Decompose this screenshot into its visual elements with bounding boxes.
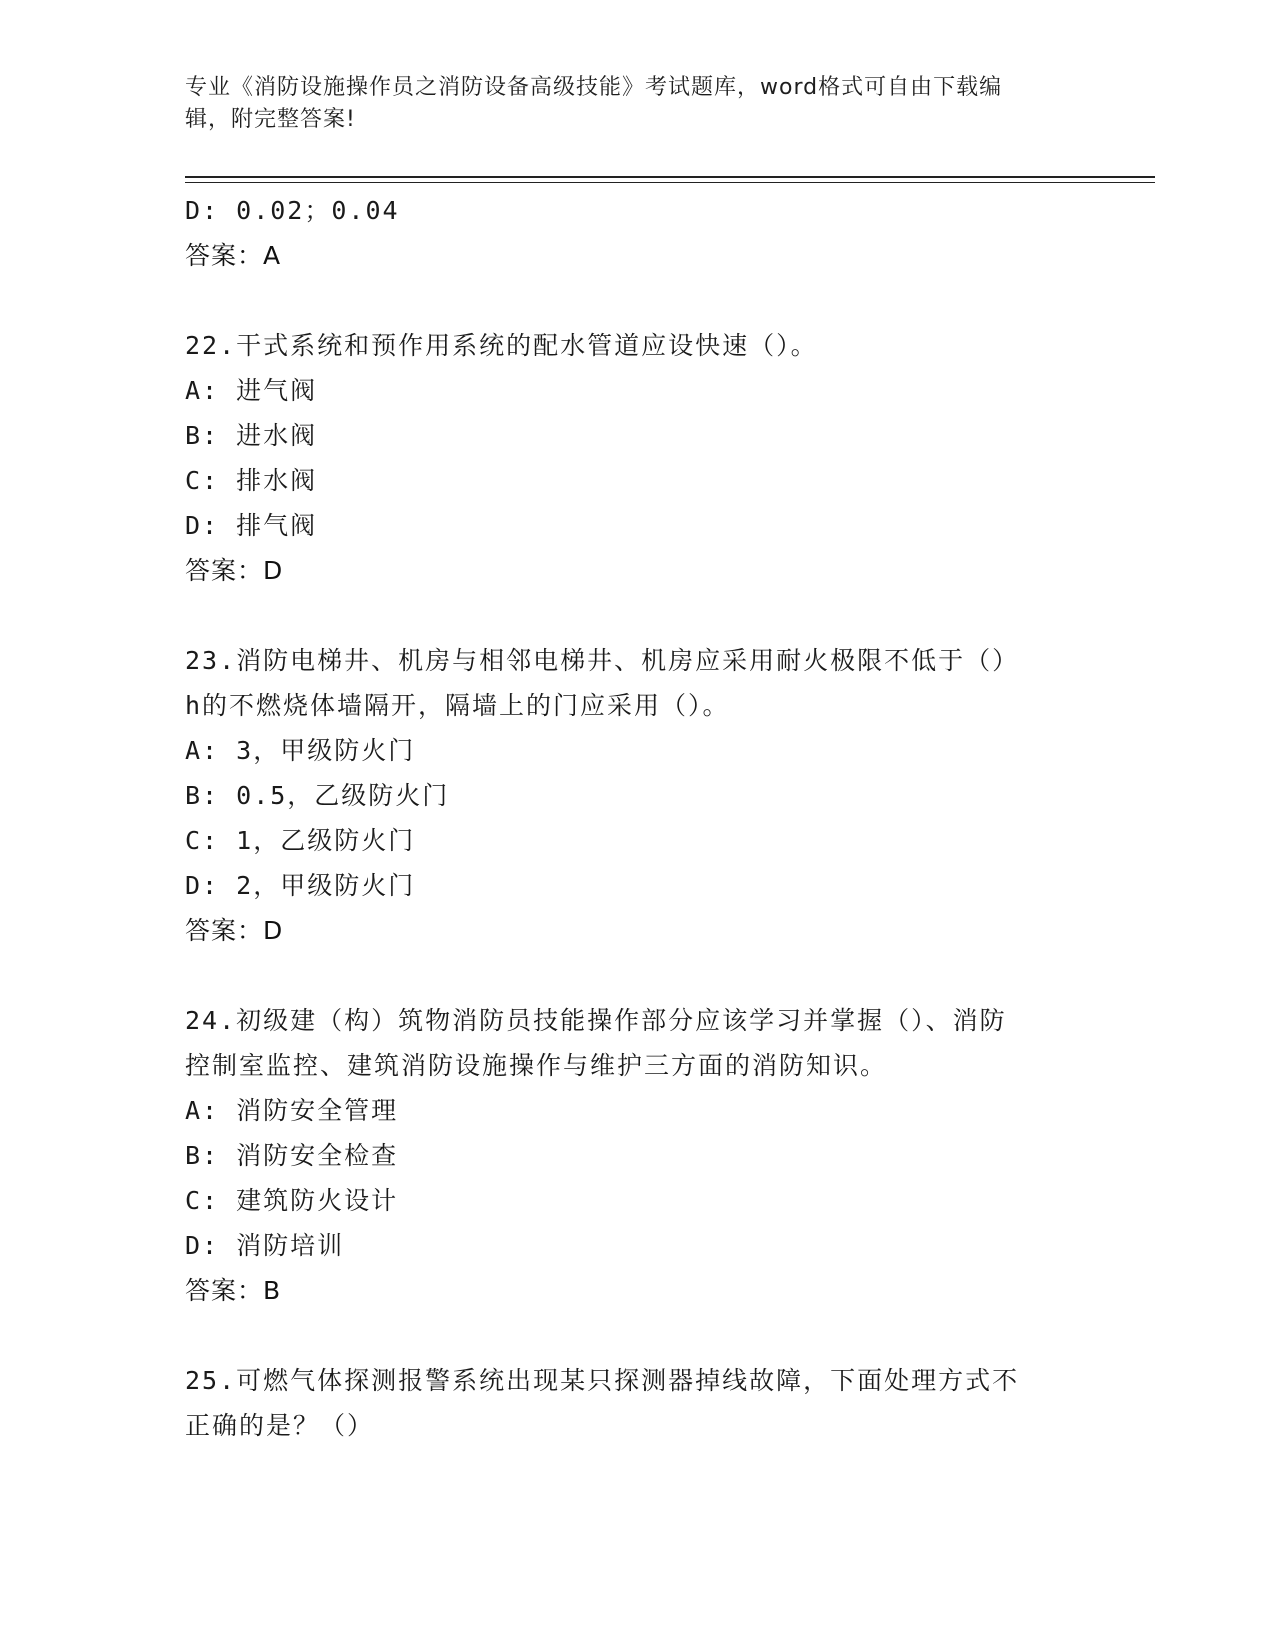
question-25-text-line-1: 25.可燃气体探测报警系统出现某只探测器掉线故障，下面处理方式不 [185,1366,1020,1395]
question-24-option-c: C: 建筑防火设计 [185,1186,399,1215]
question-22 [185,323,1085,593]
question-23 [185,638,1085,953]
question-24-text-line-1: 24.初级建（构）筑物消防员技能操作部分应该学习并掌握（）、消防 [185,1006,1007,1035]
question-24-option-a: A: 消防安全管理 [185,1096,399,1125]
question-25-text-line-2: 正确的是？（） [185,1411,375,1440]
spacer [185,278,1085,323]
question-22-option-c: C: 排水阀 [185,466,318,495]
header-divider-thin [185,182,1155,183]
question-22-option-d: D: 排气阀 [185,511,318,540]
question-23-text-line-1: 23.消防电梯井、机房与相邻电梯井、机房应采用耐火极限不低于（） [185,646,1020,675]
question-22-option-a: A: 进气阀 [185,376,318,405]
question-22-option-b: B: 进水阀 [185,421,318,450]
question-25 [185,1358,1085,1448]
header-line-2: 辑，附完整答案! [185,107,356,132]
spacer [185,1313,1085,1358]
spacer [185,593,1085,638]
question-24-answer: 答案：B [185,1276,282,1305]
question-24-option-d: D: 消防培训 [185,1231,345,1260]
question-23-option-c: C: 1，乙级防火门 [185,826,416,855]
question-23-option-d: D: 2，甲级防火门 [185,871,416,900]
prev-option-d: D: 0.02；0.04 [185,196,400,225]
spacer [185,953,1085,998]
prev-answer: 答案：A [185,241,282,270]
header-divider-thick [185,176,1155,178]
question-22-answer: 答案：D [185,556,284,585]
document-header [185,72,1065,136]
header-line-1: 专业《消防设施操作员之消防设备高级技能》考试题库，word格式可自由下载编 [185,75,1003,100]
question-23-text-line-2: h的不燃烧体墙隔开，隔墙上的门应采用（）。 [185,691,730,720]
question-23-answer: 答案：D [185,916,284,945]
question-24-option-b: B: 消防安全检查 [185,1141,399,1170]
question-23-option-a: A: 3，甲级防火门 [185,736,416,765]
question-24-text-line-2: 控制室监控、建筑消防设施操作与维护三方面的消防知识。 [185,1051,888,1080]
question-24 [185,998,1085,1313]
question-23-option-b: B: 0.5，乙级防火门 [185,781,450,810]
question-list [185,188,1085,1448]
question-22-text: 22.干式系统和预作用系统的配水管道应设快速（）。 [185,331,818,360]
